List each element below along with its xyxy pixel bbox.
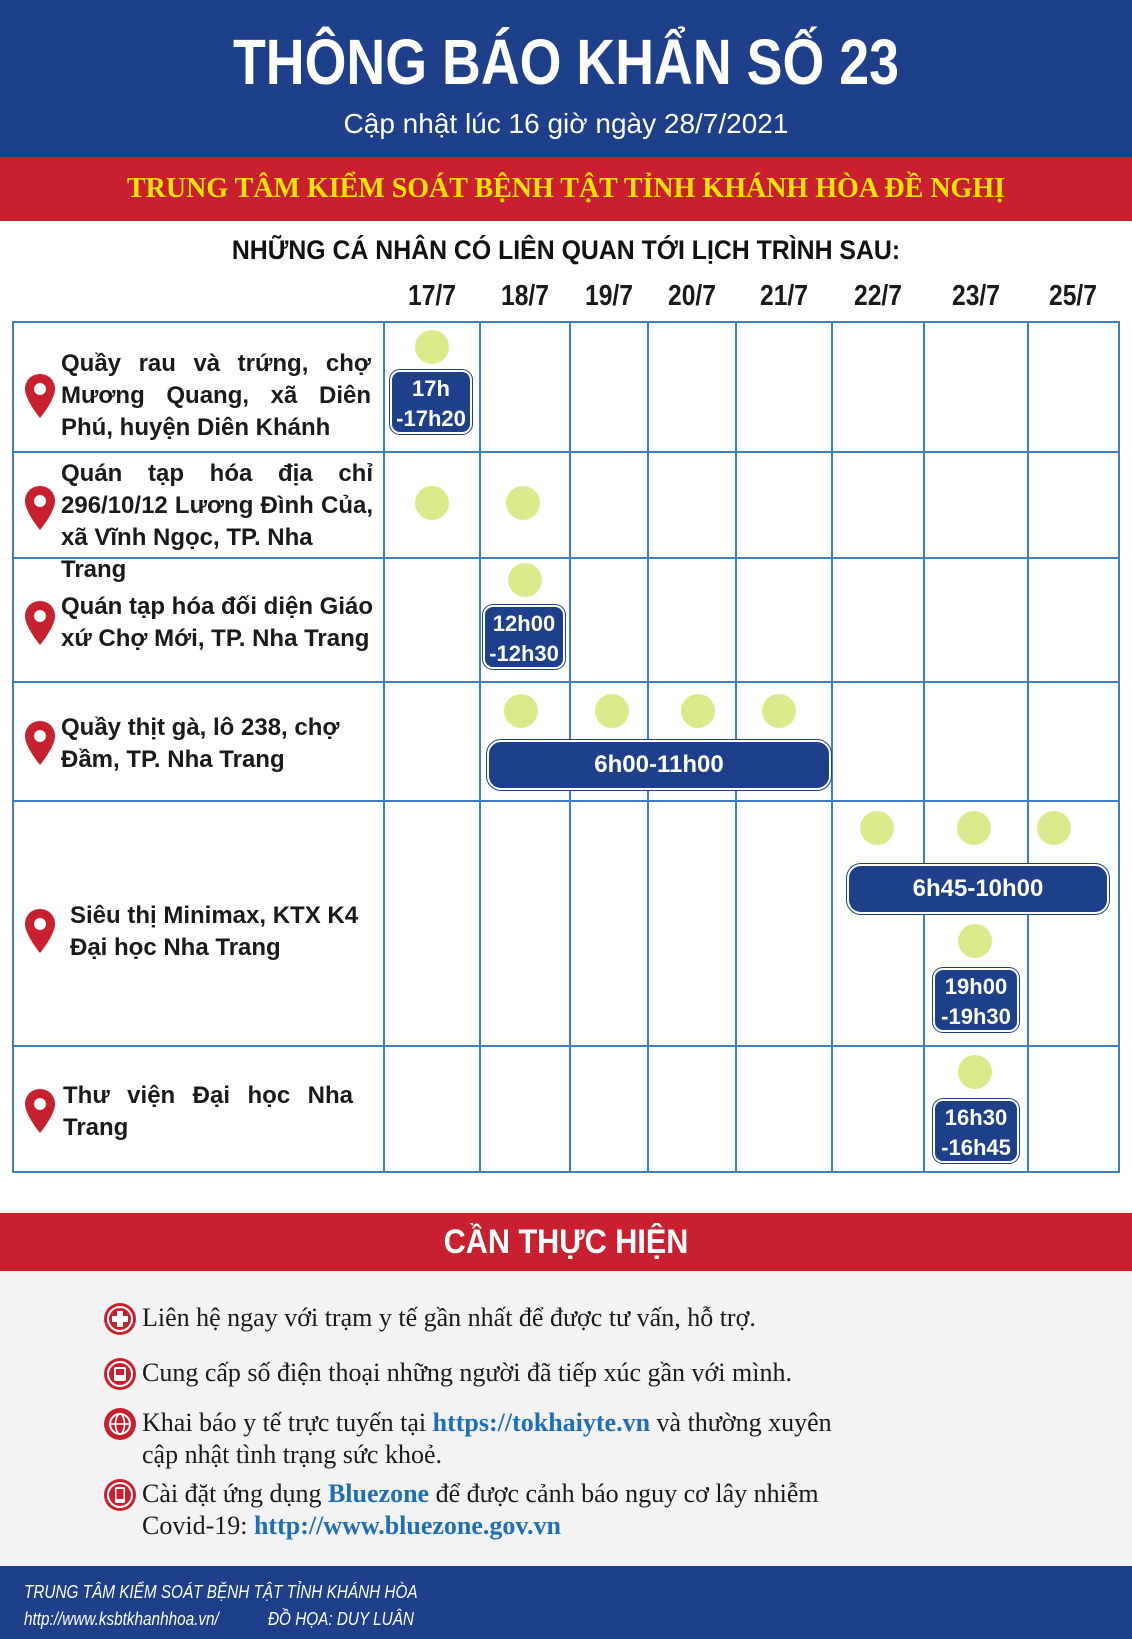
visit-dot	[508, 563, 542, 597]
visit-dot	[681, 694, 715, 728]
date-header-23-7: 23/7	[952, 280, 1000, 312]
schedule-heading: NHỮNG CÁ NHÂN CÓ LIÊN QUAN TỚI LỊCH TRÌNH SAU:	[231, 235, 901, 265]
action-item-4-line-2	[142, 1510, 1042, 1542]
location-line: Quầy rau và trứng, chợ	[61, 350, 371, 377]
grid-line	[1118, 321, 1120, 1173]
grid-line	[12, 681, 1120, 683]
date-header-22-7: 22/7	[854, 280, 902, 312]
time-badge: 6h45-10h00	[847, 864, 1109, 914]
location-line: Siêu thị Minimax, KTX K4	[70, 902, 359, 929]
location-6	[63, 1080, 353, 1144]
time-line: -12h30	[489, 641, 559, 666]
actions-heading: CẦN THỰC HIỆN	[443, 1223, 689, 1261]
location-line: Trang	[63, 1114, 129, 1141]
time-line: -17h20	[396, 406, 466, 431]
map-pin-icon	[23, 1088, 57, 1134]
smartphone-icon	[103, 1478, 137, 1512]
visit-dot	[957, 811, 991, 845]
date-header-18-7: 18/7	[501, 280, 549, 312]
grid-line	[831, 321, 833, 1173]
grid-line	[923, 321, 925, 1173]
date-header-25-7: 25/7	[1049, 280, 1097, 312]
action-item-2: Cung cấp số điện thoại những người đã tiếp xúc gần với mình.	[142, 1358, 792, 1387]
map-pin-icon	[23, 908, 57, 954]
location-line: Quầy thịt gà, lô 238, chợ	[61, 714, 340, 741]
location-line: xứ Chợ Mới, TP. Nha Trang	[61, 625, 370, 652]
map-pin-icon	[23, 485, 57, 531]
action-item-1: Liên hệ ngay với trạm y tế gần nhất để được tư vấn, hỗ trợ.	[142, 1303, 756, 1332]
time-line: 19h00	[944, 974, 1008, 999]
globe-icon	[103, 1407, 137, 1441]
action-text-span: và thường xuyên	[650, 1408, 832, 1437]
action-text-span: Covid-19:	[142, 1511, 254, 1540]
location-3	[61, 591, 377, 655]
grid-line	[12, 451, 1120, 453]
page-title: THÔNG BÁO KHẨN SỐ 23	[232, 26, 900, 98]
action-text-span: Cài đặt ứng dụng	[142, 1479, 328, 1508]
location-line: Phú, huyện Diên Khánh	[61, 414, 331, 441]
time-badge	[483, 605, 565, 669]
action-text-span: Khai báo y tế trực tuyến tại	[142, 1408, 433, 1437]
action-item-3	[142, 1407, 1042, 1471]
location-line: Thư viện Đại học Nha	[63, 1082, 353, 1109]
grid-line	[12, 1045, 1120, 1047]
visit-dot	[415, 330, 449, 364]
map-pin-icon	[23, 600, 57, 646]
grid-line	[12, 321, 14, 1173]
location-line: 296/10/12 Lương Đình Của,	[61, 492, 373, 519]
visit-dot	[762, 694, 796, 728]
visit-dot	[958, 924, 992, 958]
bluezone-app-name: Bluezone	[327, 1479, 430, 1508]
grid-line	[1027, 321, 1029, 1173]
time-badge	[933, 968, 1019, 1032]
time-badge	[390, 370, 472, 434]
date-header-20-7: 20/7	[668, 280, 716, 312]
date-header-19-7: 19/7	[585, 280, 633, 312]
map-pin-icon	[23, 720, 57, 766]
action-text-span: để được cảnh báo nguy cơ lây nhiễm	[429, 1479, 819, 1508]
location-line: Quán tạp hóa địa chỉ	[61, 460, 373, 487]
action-item-4	[142, 1478, 1042, 1542]
action-item-3-line-1	[142, 1407, 1042, 1439]
visit-dot	[1037, 811, 1071, 845]
footer-url[interactable]: http://www.ksbtkhanhhoa.vn/	[24, 1609, 219, 1629]
tokhaiyte-link[interactable]: https://tokhaiyte.vn	[432, 1408, 651, 1437]
grid-line	[383, 321, 385, 1173]
grid-line	[12, 800, 1120, 802]
grid-line	[12, 1171, 1120, 1173]
visit-dot	[595, 694, 629, 728]
map-pin-icon	[23, 373, 57, 419]
time-line: -16h45	[941, 1135, 1011, 1160]
footer-credit: ĐỒ HỌA: DUY LUÂN	[268, 1609, 414, 1629]
date-header-17-7: 17/7	[408, 280, 456, 312]
time-line: 12h00	[492, 611, 556, 636]
location-line: Mương Quang, xã Diên	[61, 382, 371, 409]
visit-dot	[415, 486, 449, 520]
time-badge: 6h00-11h00	[487, 740, 831, 790]
visit-dot	[506, 486, 540, 520]
phone-book-icon	[103, 1357, 137, 1391]
time-badge	[933, 1099, 1019, 1163]
visit-dot	[958, 1055, 992, 1089]
footer-org: TRUNG TÂM KIỂM SOÁT BỆNH TẬT TỈNH KHÁNH HÒA	[24, 1582, 418, 1602]
grid-line	[479, 321, 481, 1173]
bluezone-link[interactable]: http://www.bluezone.gov.vn	[253, 1511, 561, 1540]
location-line: Đầm, TP. Nha Trang	[61, 746, 285, 773]
action-item-4-line-1	[142, 1478, 1042, 1510]
visit-dot	[504, 694, 538, 728]
proposal-text: TRUNG TÂM KIỂM SOÁT BỆNH TẬT TỈNH KHÁNH HÒA ĐỀ NGHỊ	[126, 173, 1006, 204]
location-line: Quán tạp hóa đối diện Giáo	[61, 593, 374, 620]
grid-line	[12, 321, 1120, 323]
location-line: Đại học Nha Trang	[70, 934, 281, 961]
time-line: 16h30	[944, 1105, 1008, 1130]
time-line: -19h30	[941, 1004, 1011, 1029]
medical-cross-icon	[103, 1302, 137, 1336]
time-line: 17h	[412, 376, 450, 401]
location-2	[61, 458, 373, 586]
visit-dot	[860, 811, 894, 845]
action-item-3-line-2: cập nhật tình trạng sức khoẻ.	[142, 1440, 443, 1469]
update-time: Cập nhật lúc 16 giờ ngày 28/7/2021	[343, 108, 789, 139]
location-1	[61, 348, 371, 444]
location-5	[70, 900, 376, 964]
location-4	[61, 712, 377, 776]
location-line: xã Vĩnh Ngọc, TP. Nha Trang	[61, 524, 313, 583]
date-header-21-7: 21/7	[760, 280, 808, 312]
